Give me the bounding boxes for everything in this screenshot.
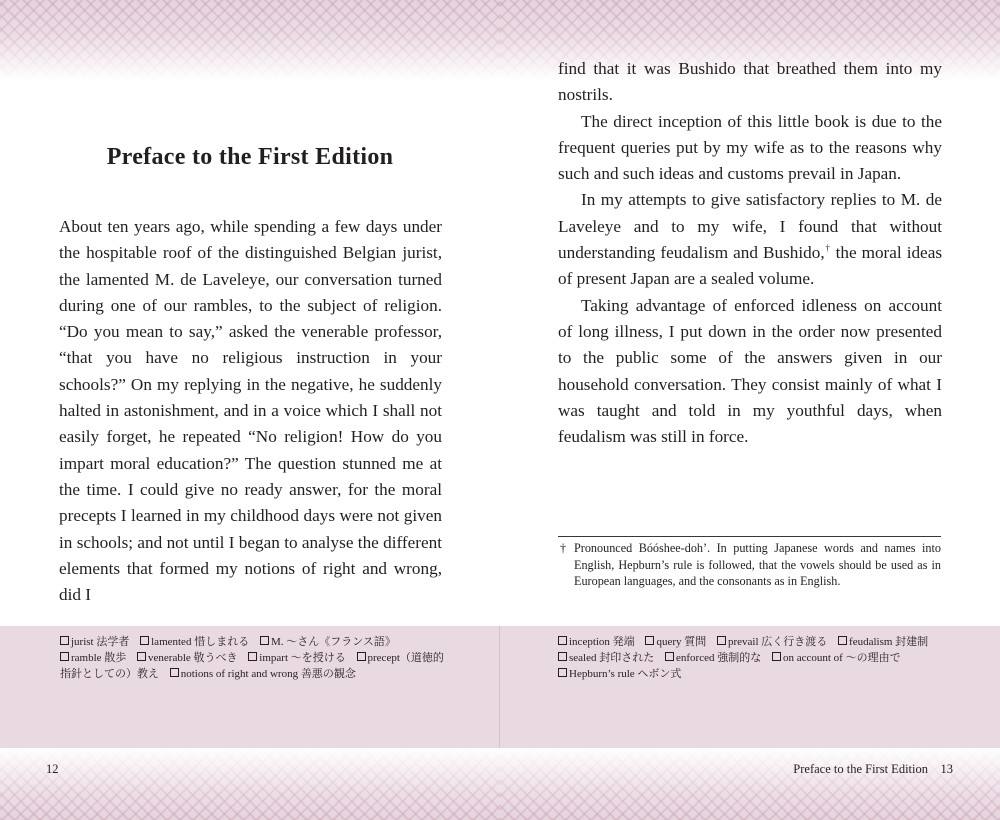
checkbox-icon [248, 652, 257, 661]
checkbox-icon [137, 652, 146, 661]
vocab-item: query 質問 [645, 636, 706, 648]
vocab-item: sealed 封印された [558, 652, 654, 664]
running-head: Preface to the First Edition [793, 762, 928, 776]
left-body-text [59, 214, 442, 608]
vocab-item: lamented 惜しまれる [140, 636, 249, 648]
paragraph-continuation: find that it was Bushido that breathed them into my nostrils. [558, 59, 942, 105]
footnote-dagger: † [560, 541, 567, 555]
footnote-rule [558, 536, 941, 537]
footnote-text: Pronounced Bóóshee-doh’. In putting Japanese words and names into English, Hepburn’s rule is followed, that the vowels should be used as in European languages, and the consonants as in English. [574, 541, 941, 588]
checkbox-icon [140, 636, 149, 645]
checkbox-icon [558, 668, 567, 677]
vocab-item: Hepburn’s rule ヘボン式 [558, 668, 681, 680]
vocab-item: notions of right and wrong 善悪の観念 [170, 668, 356, 680]
vocab-item: M. 〜さん《フランス語》 [260, 636, 396, 648]
right-body-text [558, 56, 942, 450]
vocab-item: impart 〜を授ける [248, 652, 345, 664]
paragraph-3: In my attempts to give satisfactory replies to M. de Laveleye and to my wife, I found that without understanding feudalism and Bushido,† the moral ideas of present Japan are a sealed volume. [558, 190, 943, 289]
vocab-item: on account of 〜の理由で [772, 652, 901, 664]
vocab-item: precept（道徳的指針としての）教え [60, 652, 444, 680]
chapter-title: Preface to the First Edition [106, 144, 394, 171]
vocab-item: venerable 敬うべき [137, 652, 238, 664]
checkbox-icon [357, 652, 366, 661]
footnote-marker: † [824, 243, 831, 254]
decorative-footer-band [500, 748, 1000, 820]
vocab-item: ramble 散歩 [60, 652, 126, 664]
checkbox-icon [645, 636, 654, 645]
right-page [500, 0, 1000, 820]
vocabulary-list-right [558, 634, 944, 682]
vocab-item: feudalism 封建制 [838, 636, 928, 648]
checkbox-icon [260, 636, 269, 645]
vocab-item: inception 発端 [558, 636, 635, 648]
checkbox-icon [558, 636, 567, 645]
vocab-item: enforced 強制的な [665, 652, 761, 664]
checkbox-icon [838, 636, 847, 645]
decorative-header-band [0, 0, 500, 80]
checkbox-icon [665, 652, 674, 661]
page-number: 12 [46, 762, 59, 776]
checkbox-icon [60, 652, 69, 661]
paragraph-4: Taking advantage of enforced idleness on account of long illness, I put down in the order now presented to the public some of the answers given in our household conversation. They consist mainly of what I was taught and told in my youthful days, when feudalism was still in force. [558, 295, 942, 447]
paragraph-2: The direct inception of this little book is due to the frequent queries put by my wife as to the reasons why such and such ideas and customs prevail in Japan. [558, 111, 942, 184]
vocabulary-list-left [60, 634, 448, 682]
checkbox-icon [170, 668, 179, 677]
checkbox-icon [558, 652, 567, 661]
page-number: 13 [940, 762, 953, 776]
checkbox-icon [60, 636, 69, 645]
decorative-footer-band [0, 748, 500, 820]
paragraph-1: About ten years ago, while spending a few days under the hospitable roof of the distinguished Belgian jurist, the lamented M. de Laveleye, our conversation turned during one of our rambles, to the subject of religion. “Do you mean to say,” asked the venerable professor, “that you have no religious instruction in your schools?” On my replying in the negative, he suddenly halted in astonishment, and in a voice which I shall not easily forget, he repeated “No religion! How do you impart moral education?” The question stunned me at the time. I could give no ready answer, for the moral precepts I learned in my childhood days were not given in schools; and not until I began to analyse the different elements that formed my notions of right and wrong, did I [59, 217, 442, 605]
vocab-item: prevail 広く行き渡る [717, 636, 827, 648]
footnote [558, 540, 941, 590]
checkbox-icon [772, 652, 781, 661]
checkbox-icon [717, 636, 726, 645]
vocab-item: jurist 法学者 [60, 636, 129, 648]
